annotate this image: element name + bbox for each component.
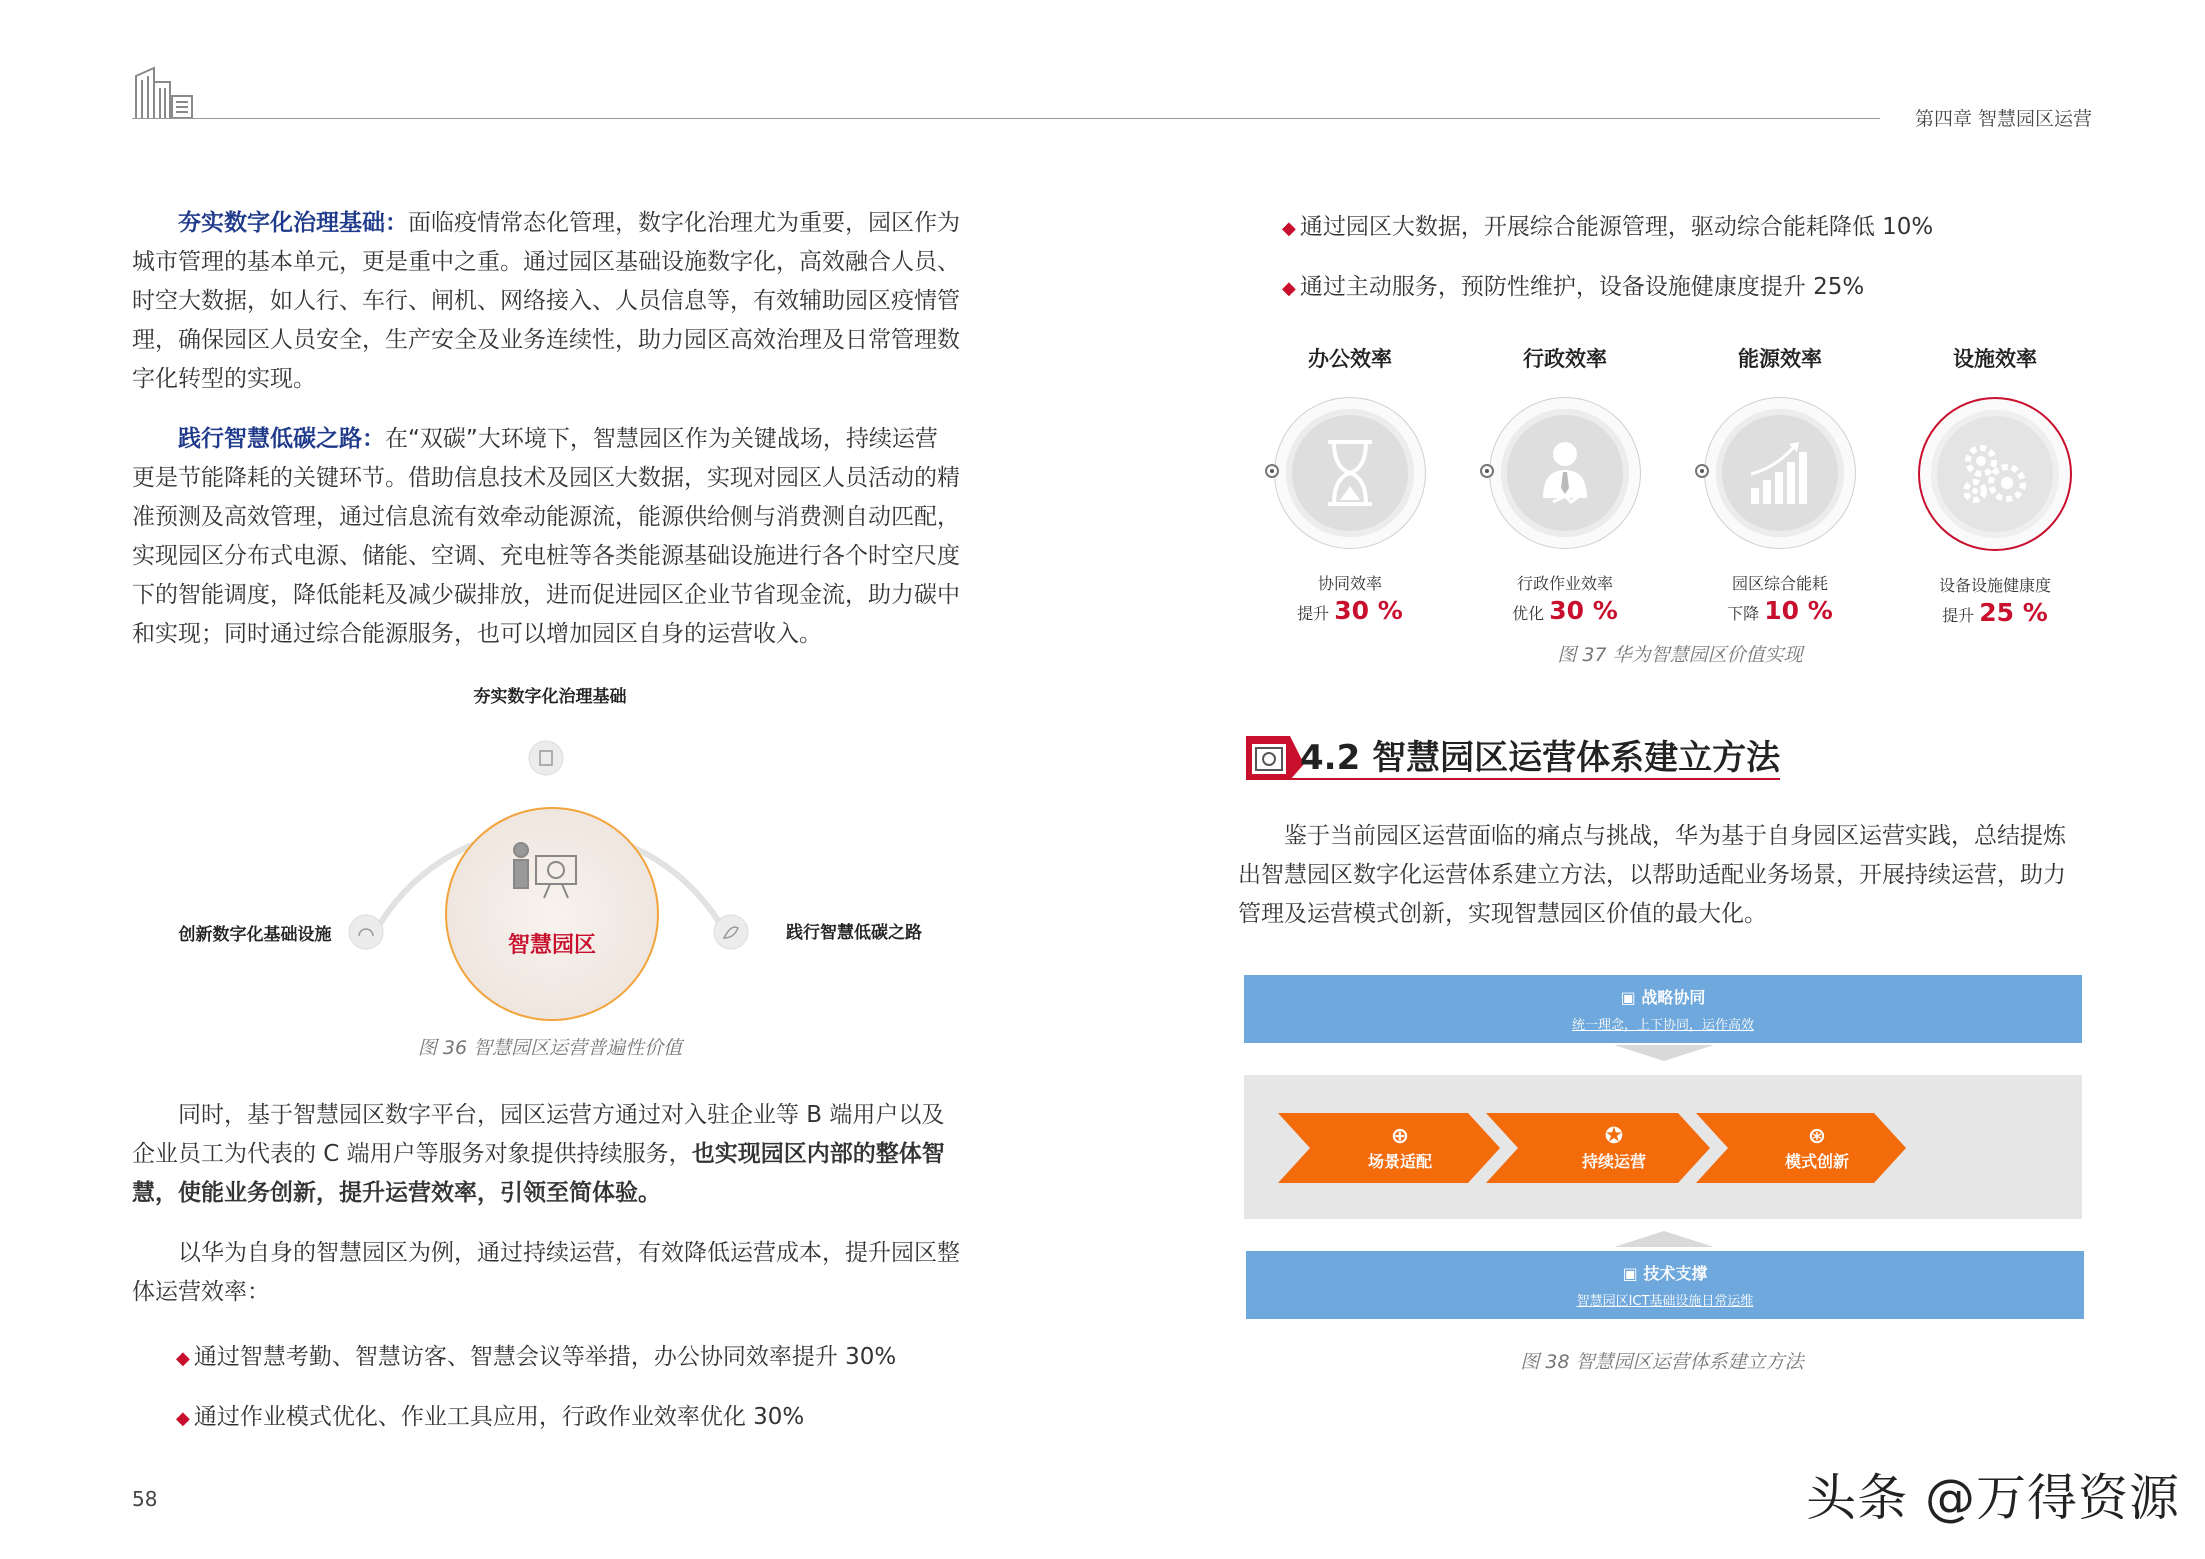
diagram36-center-label: 智慧园区 — [507, 933, 596, 958]
section-underline — [1246, 778, 1780, 780]
efficiency-office: 办公效率 协同效率 提升 30 % — [1245, 343, 1455, 625]
cycle-icon: ✪ — [1604, 1124, 1624, 1149]
figure-36-caption: 图 36 智慧园区运营普遍性价值 — [417, 1037, 683, 1059]
tech-support-bar: ▣ 技术支撑 智慧园区ICT基础设施日常运维 — [1246, 1251, 2084, 1319]
section-title: 4.2 智慧园区运营体系建立方法 — [1300, 738, 1781, 778]
lead-low-carbon: 践行智慧低碳之路： — [178, 426, 385, 452]
section-badge-icon — [1246, 736, 1306, 780]
figure-37-caption: 图 37 华为智慧园区价值实现 — [1557, 644, 1803, 666]
diagram36-left-label: 创新数字化基础设施 — [178, 925, 332, 945]
marker-dot — [1695, 464, 1709, 478]
bar-chart-icon — [1745, 438, 1815, 508]
diamond-bullet-icon: ◆ — [176, 1408, 190, 1429]
paragraph-method: 鉴于当前园区运营面临的痛点与挑战，华为基于自身园区运营实践，总结提炼 出智慧园区数字化运营体系建立方法，以帮助适配业务场景，开展持续运营，助力 管理及运营模式创新，实现智慧园区价值的最大化。 — [1238, 823, 2066, 927]
section-heading — [1246, 726, 1806, 780]
bullet-energy: ◆ 通过园区大数据，开展综合能源管理，驱动综合能耗降低 10% — [1282, 214, 1934, 240]
header-rule — [132, 118, 2092, 119]
figure-38-caption: 图 38 智慧园区运营体系建立方法 — [1520, 1351, 1804, 1373]
bullet-admin-efficiency: ◆ 通过作业模式优化、作业工具应用，行政作业效率优化 30% — [176, 1404, 805, 1430]
bullet-facility: ◆ 通过主动服务，预防性维护，设备设施健康度提升 25% — [1282, 274, 1865, 300]
efficiency-energy: 能源效率 园区综合能耗 下降 10 % — [1675, 343, 1885, 625]
marker-dot — [1265, 464, 1279, 478]
bullet-office-efficiency: ◆ 通过智慧考勤、智慧访客、智慧会议等举措，办公协同效率提升 30% — [176, 1344, 897, 1370]
diagram36-right-label: 践行智慧低碳之路 — [786, 923, 922, 943]
person-icon — [1533, 438, 1597, 508]
gears-icon — [1957, 439, 2033, 509]
paragraph-governance: 夯实数字化治理基础：面临疫情常态化管理，数字化治理尤为重要，园区作为 城市管理的基本单元，更是重中之重。通过园区基础设施数字化，高效融合人员、 时空大数据，如人行、车行、闸机、网络接入、人员信息等，有效辅助园区疫情管 理，确保园区人员安全，生产安全及业务连续性，助力园区高效治理及日常管理数 字化转型的实现。 — [132, 210, 960, 392]
globe-icon: ⊛ — [1807, 1124, 1827, 1149]
diagram36-top-label: 夯实数字化治理基础 — [473, 687, 627, 707]
down-chevron-icon — [1614, 1045, 1714, 1061]
marker-dot — [1480, 464, 1494, 478]
building-icon — [132, 62, 196, 120]
lead-governance: 夯实数字化治理基础： — [178, 210, 408, 236]
diagram-38 — [1244, 975, 2084, 1327]
step-scene-adapt: ⊕ 场景适配 — [1367, 1124, 1432, 1171]
paragraph-low-carbon: 践行智慧低碳之路：在“双碳”大环境下，智慧园区作为关键战场，持续运营 更是节能降耗的关键环节。借助信息技术及园区大数据，实现对园区人员活动的精 准预测及高效管理，通过信息流有效牵动能源流，能源供给侧与消费测自动匹配， 实现园区分布式电源、储能、空调、充电桩等各类能源基础设施进行各个时空尺度 下的智能调度，降低能耗及减少碳排放，进而促进园区企业节省现金流，助力碳中 和实现；同时通过综合能源服务，也可以增加园区自身的运营收入。 — [132, 426, 960, 647]
strategy-icon: ▣ — [1620, 988, 1642, 1007]
step-continuous-ops: ✪ 持续运营 — [1581, 1124, 1646, 1171]
paragraph-platform: 同时，基于智慧园区数字平台，园区运营方通过对入驻企业等 B 端用户以及 企业员工为代表的 C 端用户等服务对象提供持续服务，也实现园区内部的整体智 慧，使能业务创新，提升运营效率，引领至简体验。 — [132, 1102, 945, 1206]
paragraph-huawei-example: 以华为自身的智慧园区为例，通过持续运营，有效降低运营成本，提升园区整 体运营效率： — [132, 1240, 960, 1305]
hourglass-icon — [1322, 438, 1378, 508]
target-icon: ⊕ — [1390, 1124, 1410, 1149]
arc-graphic — [180, 672, 940, 1022]
watermark-text: 头条 @万得资源 — [1806, 1469, 2180, 1527]
page-number: 58 — [132, 1487, 158, 1511]
tech-icon: ▣ — [1622, 1264, 1644, 1283]
diagram-36 — [180, 672, 940, 1022]
strategy-bar: ▣ 战略协同 统一理念，上下协同，运作高效 — [1244, 975, 2082, 1043]
diamond-bullet-icon: ◆ — [1282, 278, 1296, 299]
diamond-bullet-icon: ◆ — [176, 1348, 190, 1369]
efficiency-admin: 行政效率 行政作业效率 优化 30 % — [1460, 343, 1670, 625]
chapter-title: 第四章 智慧园区运营 — [1880, 104, 2092, 131]
efficiency-facility: 设施效率 设备设施健康度 提升 25 % — [1890, 343, 2100, 627]
step-model-innovation: ⊛ 模式创新 — [1784, 1124, 1849, 1171]
diamond-bullet-icon: ◆ — [1282, 218, 1296, 239]
up-chevron-icon — [1614, 1231, 1714, 1247]
